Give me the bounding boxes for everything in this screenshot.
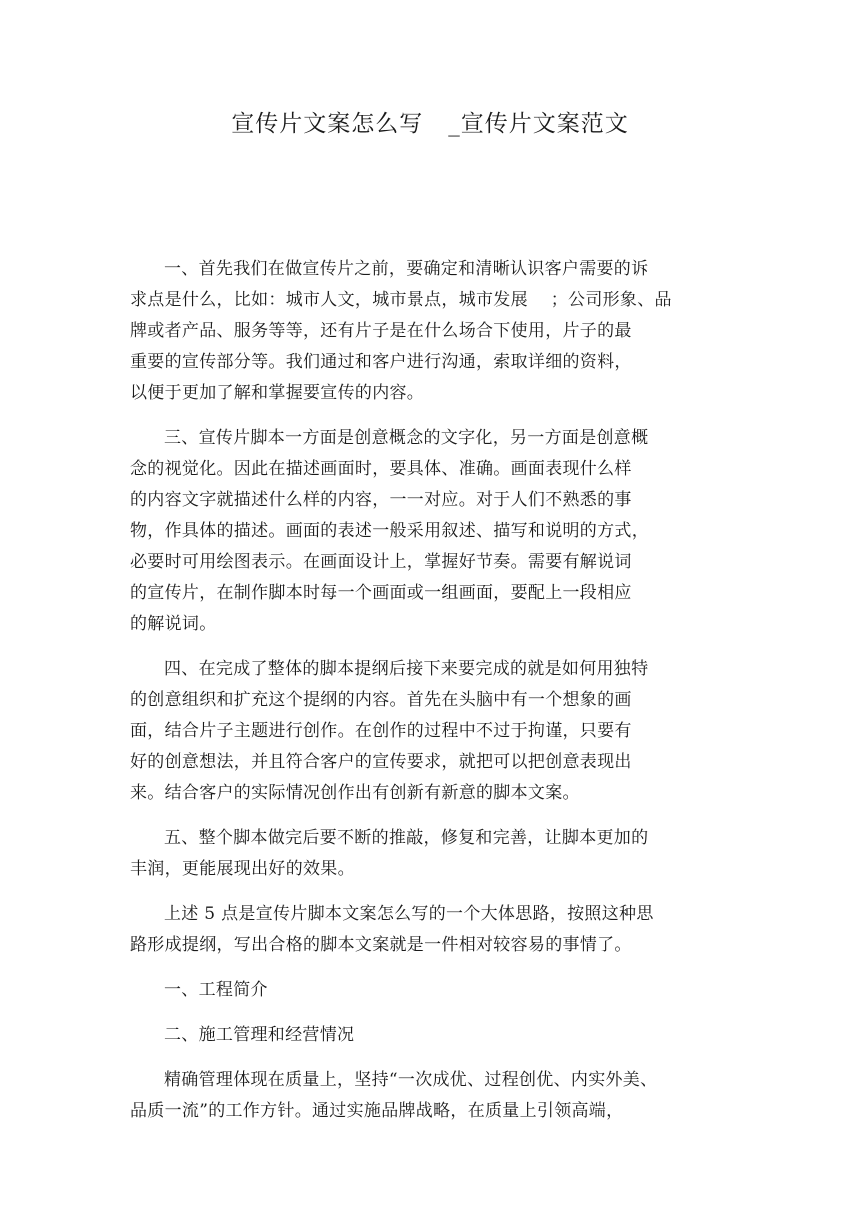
paragraph-4 <box>130 823 730 885</box>
text-line: 品质一流”的工作方针。通过实施品牌战略，在质量上引领高端， <box>130 1101 624 1121</box>
text-line: 的内容文字就描述什么样的内容，一一对应。对于人们不熟悉的事 <box>130 490 632 510</box>
text-line: 念的视觉化。因此在描述画面时，要具体、准确。画面表现什么样 <box>130 459 632 479</box>
text-line: 求点是什么，比如：城市人文，城市景点，城市发展 ；公司形象、品 <box>130 290 672 310</box>
text-line: 重要的宣传部分等。我们通过和客户进行沟通，索取详细的资料， <box>130 352 632 372</box>
text-line: 必要时可用绘图表示。在画面设计上，掌握好节奏。需要有解说词 <box>130 552 632 572</box>
text-line: 路形成提纲，写出合格的脚本文案就是一件相对较容易的事情了。 <box>130 935 632 955</box>
text-line: 的宣传片，在制作脚本时每一个画面或一组画面，要配上一段相应 <box>130 583 632 603</box>
text-line: 的解说词。 <box>130 614 217 634</box>
paragraph-1 <box>130 254 730 409</box>
heading-text: 一、工程简介 <box>164 980 268 1000</box>
heading-text: 二、施工管理和经营情况 <box>164 1025 355 1045</box>
text-line: 牌或者产品、服务等等，还有片子是在什么场合下使用，片子的最 <box>130 321 632 341</box>
section-heading-2 <box>130 1020 730 1051</box>
paragraph-final <box>130 1065 730 1127</box>
section-heading-1 <box>130 975 730 1006</box>
text-line: 好的创意想法，并且符合客户的宣传要求，就把可以把创意表现出 <box>130 752 632 772</box>
paragraph-3 <box>130 654 730 809</box>
document-title: 宣传片文案怎么写 _宣传片文案范文 <box>231 111 629 137</box>
text-line: 精确管理体现在质量上，坚持“一次成优、过程创优、内实外美、 <box>164 1070 658 1090</box>
text-line: 丰润，更能展现出好的效果。 <box>130 859 355 879</box>
text-line: 的创意组织和扩充这个提纲的内容。首先在头脑中有一个想象的画 <box>130 690 632 710</box>
text-line: 三、宣传片脚本一方面是创意概念的文字化，另一方面是创意概 <box>164 428 649 448</box>
text-line: 一、首先我们在做宣传片之前，要确定和清晰认识客户需要的诉 <box>164 259 649 279</box>
text-line: 物，作具体的描述。画面的表述一般采用叙述、描写和说明的方式， <box>130 521 649 541</box>
text-line: 四、在完成了整体的脚本提纲后接下来要完成的就是如何用独特 <box>164 659 649 679</box>
text-line: 来。结合客户的实际情况创作出有创新有新意的脚本文案。 <box>130 783 580 803</box>
paragraph-2 <box>130 423 730 640</box>
document-body <box>130 254 730 1141</box>
text-line: 五、整个脚本做完后要不断的推敲，修复和完善，让脚本更加的 <box>164 828 649 848</box>
text-line: 上述 5 点是宣传片脚本文案怎么写的一个大体思路，按照这种思 <box>164 904 654 924</box>
text-line: 面，结合片子主题进行创作。在创作的过程中不过于拘谨，只要有 <box>130 721 632 741</box>
paragraph-5 <box>130 899 730 961</box>
text-line: 以便于更加了解和掌握要宣传的内容。 <box>130 383 425 403</box>
